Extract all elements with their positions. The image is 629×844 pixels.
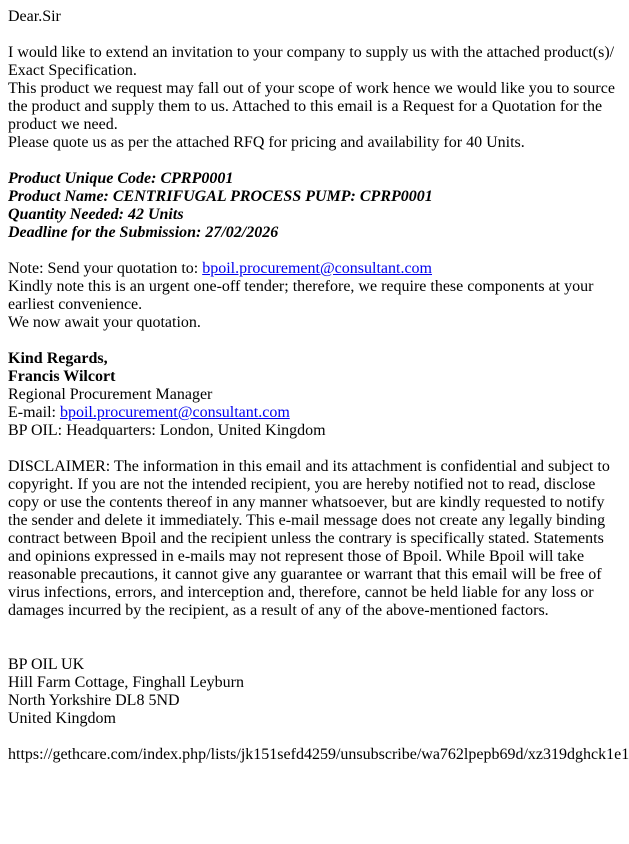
disclaimer-paragraph bbox=[8, 458, 621, 620]
note-prefix: Note: Send your quotation to: bbox=[8, 260, 203, 277]
sender-title: Regional Procurement Manager bbox=[8, 386, 213, 403]
quantity-needed: Quantity Needed: 42 Units bbox=[8, 206, 184, 223]
scope-line: This product we request may fall out of your scope of work hence we would like you to source the product and supply them to us. Attached to this email is a Request for a Quotation for the product we need. bbox=[8, 80, 615, 133]
note-paragraph bbox=[8, 260, 621, 332]
intro-paragraph bbox=[8, 44, 621, 152]
unsubscribe-paragraph bbox=[8, 746, 629, 764]
product-details bbox=[8, 170, 621, 242]
company-name: BP OIL UK bbox=[8, 656, 85, 673]
urgent-tender-line: Kindly note this is an urgent one-off tender; therefore, we require these components at your earliest convenience. bbox=[8, 278, 594, 313]
product-name: Product Name: CENTRIFUGAL PROCESS PUMP: CPRP0001 bbox=[8, 188, 433, 205]
address-region: North Yorkshire DL8 5ND bbox=[8, 692, 180, 709]
email-label: E-mail: bbox=[8, 404, 60, 421]
company-address bbox=[8, 656, 621, 728]
address-street: Hill Farm Cottage, Finghall Leyburn bbox=[8, 674, 244, 691]
submission-deadline: Deadline for the Submission: 27/02/2026 bbox=[8, 224, 279, 241]
unsubscribe-url: https://gethcare.com/index.php/lists/jk151sefd4259/unsubscribe/wa762lpepb69d/xz319dghck1e1 bbox=[8, 746, 629, 763]
sender-email-link[interactable]: bpoil.procurement@consultant.com bbox=[59, 404, 290, 421]
quote-request-line: Please quote us as per the attached RFQ for pricing and availability for 40 Units. bbox=[8, 134, 525, 151]
quotation-email-link[interactable]: bpoil.procurement@consultant.com bbox=[202, 260, 432, 277]
greeting-paragraph bbox=[8, 8, 621, 26]
sender-name: Francis Wilcort bbox=[8, 368, 116, 385]
await-quotation-line: We now await your quotation. bbox=[8, 314, 201, 331]
product-unique-code: Product Unique Code: CPRP0001 bbox=[8, 170, 234, 187]
note-line bbox=[8, 260, 621, 278]
disclaimer-text: DISCLAIMER: The information in this email and its attachment is confidential and subject to copyright. If you are not the intended recipient, you are hereby notified not to read, disclose copy or use the contents thereof in any manner whatsoever, but are kindly requested to notify the sender and delete it immediately. This e-mail message does not create any legally binding contract between Bpoil and the recipient unless the contrary is specifically stated. Statements and opinions expressed in e-mails may not represent those of Bpoil. While Bpoil will take reasonable precautions, it cannot give any guarantee or warrant that this email will be free of virus infections, errors, and interception and, therefore, cannot be held liable for any loss or damages incurred by the recipient, as a result of any of the above-mentioned factors. bbox=[8, 458, 610, 619]
headquarters-line: BP OIL: Headquarters: London, United Kingdom bbox=[8, 422, 326, 439]
kind-regards: Kind Regards, bbox=[8, 350, 108, 367]
signature bbox=[8, 350, 621, 440]
invitation-line: I would like to extend an invitation to your company to supply us with the attached product(s)/ Exact Specification. bbox=[8, 44, 615, 79]
greeting: Dear.Sir bbox=[8, 8, 61, 25]
address-country: United Kingdom bbox=[8, 710, 116, 727]
sender-email-line bbox=[8, 404, 621, 422]
